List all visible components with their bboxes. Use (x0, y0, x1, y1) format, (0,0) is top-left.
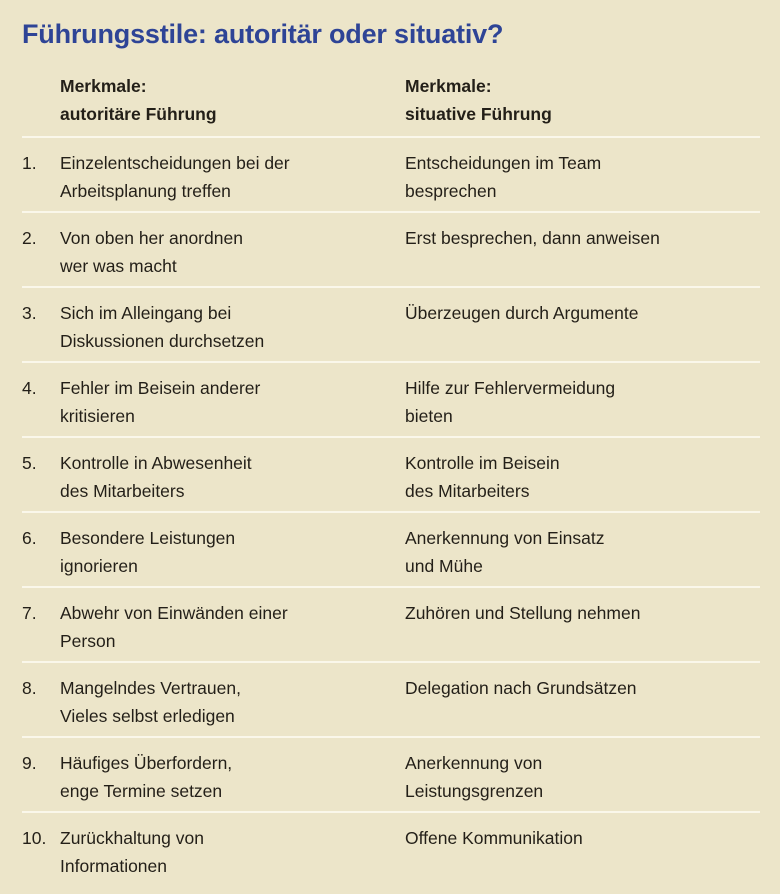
row-cell-authoritarian (60, 824, 405, 880)
header-line: Merkmale: (60, 76, 147, 96)
row-number: 4. (22, 378, 37, 398)
page-title: Führungsstile: autoritär oder situativ? (22, 19, 504, 49)
header-line: situative Führung (405, 104, 552, 124)
cell-line: Diskussionen durchsetzen (60, 331, 265, 351)
cell-line: Person (60, 631, 116, 651)
header-cell-situational (405, 72, 760, 128)
row-cell-situational (405, 524, 760, 580)
table-row (0, 513, 780, 586)
table-row (0, 738, 780, 811)
comparison-table (0, 70, 780, 883)
cell-line: Kontrolle im Beisein (405, 453, 560, 473)
row-number: 2. (22, 228, 37, 248)
row-cell-authoritarian (60, 149, 405, 205)
row-cell-situational (405, 224, 760, 252)
row-cell-situational (405, 599, 760, 627)
cell-line: Kontrolle in Abwesenheit (60, 453, 252, 473)
cell-line: Erst besprechen, dann anweisen (405, 228, 660, 248)
cell-line: Offene Kommunikation (405, 828, 583, 848)
header-line: Merkmale: (405, 76, 492, 96)
cell-line: wer was macht (60, 256, 177, 276)
table-row (0, 213, 780, 286)
table-row (0, 438, 780, 511)
cell-line: Fehler im Beisein anderer (60, 378, 261, 398)
table-row (0, 588, 780, 661)
cell-line: Von oben her anordnen (60, 228, 243, 248)
row-number: 6. (22, 528, 37, 548)
cell-line: und Mühe (405, 556, 483, 576)
cell-line: Häufiges Überfordern, (60, 753, 233, 773)
cell-line: bieten (405, 406, 453, 426)
cell-line: Mangelndes Vertrauen, (60, 678, 241, 698)
row-number: 3. (22, 303, 37, 323)
row-number: 8. (22, 678, 37, 698)
row-cell-authoritarian (60, 449, 405, 505)
row-cell-situational (405, 824, 760, 852)
row-number: 5. (22, 453, 37, 473)
cell-line: des Mitarbeiters (60, 481, 185, 501)
table-row (0, 813, 780, 883)
cell-line: Besondere Leistungen (60, 528, 236, 548)
cell-line: enge Termine setzen (60, 781, 223, 801)
cell-line: kritisieren (60, 406, 135, 426)
row-cell-situational (405, 149, 760, 205)
cell-line: Delegation nach Grundsätzen (405, 678, 637, 698)
cell-line: Zuhören und Stellung nehmen (405, 603, 641, 623)
cell-line: Anerkennung von (405, 753, 543, 773)
cell-line: Entscheidungen im Team (405, 153, 602, 173)
row-cell-authoritarian (60, 599, 405, 655)
row-number: 1. (22, 153, 37, 173)
row-cell-authoritarian (60, 749, 405, 805)
row-cell-situational (405, 449, 760, 505)
header-line: autoritäre Führung (60, 104, 217, 124)
table-row (0, 363, 780, 436)
cell-line: Einzelentscheidungen bei der (60, 153, 290, 173)
cell-line: Vieles selbst erledigen (60, 706, 235, 726)
row-cell-situational (405, 374, 760, 430)
row-cell-authoritarian (60, 299, 405, 355)
cell-line: Überzeugen durch Argumente (405, 303, 639, 323)
row-number: 10. (22, 828, 47, 848)
row-cell-authoritarian (60, 674, 405, 730)
cell-line: des Mitarbeiters (405, 481, 530, 501)
row-number: 9. (22, 753, 37, 773)
cell-line: Anerkennung von Einsatz (405, 528, 605, 548)
row-number: 7. (22, 603, 37, 623)
table-header-row (0, 70, 780, 136)
cell-line: Arbeitsplanung treffen (60, 181, 231, 201)
cell-line: Abwehr von Einwänden einer (60, 603, 288, 623)
row-cell-situational (405, 299, 760, 327)
cell-line: Sich im Alleingang bei (60, 303, 232, 323)
table-row (0, 663, 780, 736)
cell-line: Hilfe zur Fehlervermeidung (405, 378, 616, 398)
row-cell-situational (405, 749, 760, 805)
cell-line: Zurückhaltung von (60, 828, 204, 848)
header-cell-authoritarian (60, 72, 405, 128)
table-row (0, 288, 780, 361)
cell-line: Leistungsgrenzen (405, 781, 544, 801)
cell-line: besprechen (405, 181, 497, 201)
row-cell-authoritarian (60, 224, 405, 280)
cell-line: ignorieren (60, 556, 138, 576)
row-cell-situational (405, 674, 760, 702)
row-cell-authoritarian (60, 374, 405, 430)
cell-line: Informationen (60, 856, 168, 876)
table-row (0, 138, 780, 211)
row-cell-authoritarian (60, 524, 405, 580)
